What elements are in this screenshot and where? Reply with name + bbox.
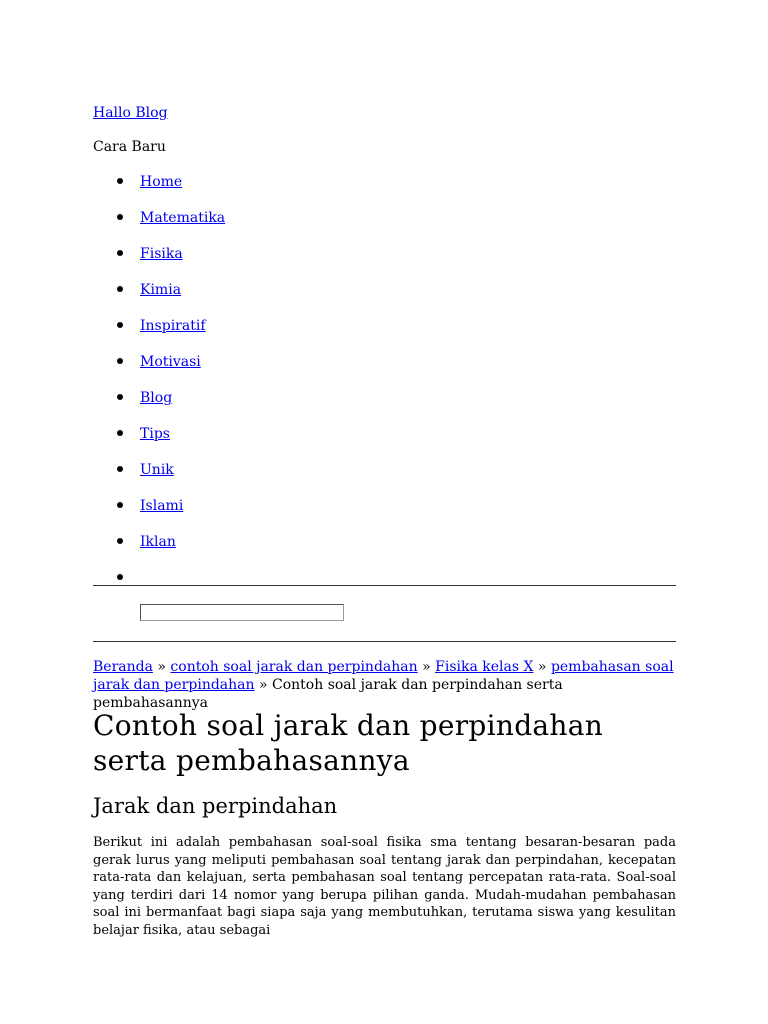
breadcrumb (93, 658, 676, 712)
breadcrumb-current: Contoh soal jarak dan perpindahan serta pembahasannya (93, 677, 563, 711)
blog-title-link[interactable]: Hallo Blog (93, 105, 168, 121)
divider-bottom (93, 641, 676, 642)
nav-link-iklan[interactable]: Iklan (140, 534, 176, 550)
bullet-icon (117, 214, 123, 220)
post-title: Contoh soal jarak dan perpindahan serta pembahasannya (93, 709, 604, 777)
bullet-icon (117, 394, 123, 400)
nav-item-kimia (93, 281, 676, 317)
nav-link-home[interactable]: Home (140, 174, 183, 190)
nav-link-islami[interactable]: Islami (140, 498, 184, 514)
divider-top (93, 585, 676, 586)
nav-link-inspiratif[interactable]: Inspiratif (140, 318, 206, 334)
nav-link-blog[interactable]: Blog (140, 390, 173, 406)
nav-item-iklan (93, 533, 676, 569)
nav-item-matematika (93, 209, 676, 245)
blog-title (93, 104, 168, 122)
bullet-icon (117, 430, 123, 436)
breadcrumb-link-discussion[interactable]: pembahasan soal jarak dan perpindahan (93, 659, 674, 693)
blog-description: Cara Baru (93, 139, 166, 155)
breadcrumb-separator: » (537, 659, 547, 675)
nav-link-kimia[interactable]: Kimia (140, 282, 182, 298)
nav-link-tips[interactable]: Tips (140, 426, 170, 442)
nav-item-inspiratif (93, 317, 676, 353)
nav-item-unik (93, 461, 676, 497)
nav-link-fisika[interactable]: Fisika (140, 246, 183, 262)
nav-item-islami (93, 497, 676, 533)
nav-item-blog (93, 389, 676, 425)
breadcrumb-link-category[interactable]: Fisika kelas X (435, 659, 534, 675)
breadcrumb-link-topic[interactable]: contoh soal jarak dan perpindahan (170, 659, 418, 675)
breadcrumb-separator: » (157, 659, 166, 675)
bullet-icon (117, 574, 123, 580)
bullet-icon (117, 178, 123, 184)
bullet-icon (117, 358, 123, 364)
nav-menu (93, 173, 676, 605)
bullet-icon (117, 538, 123, 544)
nav-link-matematika[interactable]: Matematika (140, 210, 226, 226)
nav-item-motivasi (93, 353, 676, 389)
bullet-icon (117, 466, 123, 472)
bullet-icon (117, 502, 123, 508)
nav-item-empty (93, 569, 676, 605)
nav-item-home (93, 173, 676, 209)
breadcrumb-home-link[interactable]: Beranda (93, 659, 153, 675)
bullet-icon (117, 286, 123, 292)
breadcrumb-separator: » (422, 659, 431, 675)
bullet-icon (117, 250, 123, 256)
nav-link-motivasi[interactable]: Motivasi (140, 354, 201, 370)
section-title: Jarak dan perpindahan (93, 794, 338, 818)
nav-item-fisika (93, 245, 676, 281)
nav-item-tips (93, 425, 676, 461)
bullet-icon (117, 322, 123, 328)
post-body-paragraph: Berikut ini adalah pembahasan soal-soal fisika sma tentang besaran-besaran pada gerak lurus yang meliputi pembahasan soal tentang jarak dan perpindahan, kecepatan rata-rata dan kelajuan, serta pembahasan soal tentang percepatan rata-rata. Soal-soal yang terdiri dari 14 nomor yang berupa pilihan ganda. Mudah-mudahan pembahasan soal ini bermanfaat bagi siapa saja yang membutuhkan, terutama siswa yang kesulitan belajar fisika, atau sebagai (93, 835, 676, 938)
search-input[interactable] (140, 604, 344, 621)
nav-link-unik[interactable]: Unik (140, 462, 174, 478)
breadcrumb-separator: » (258, 677, 268, 693)
